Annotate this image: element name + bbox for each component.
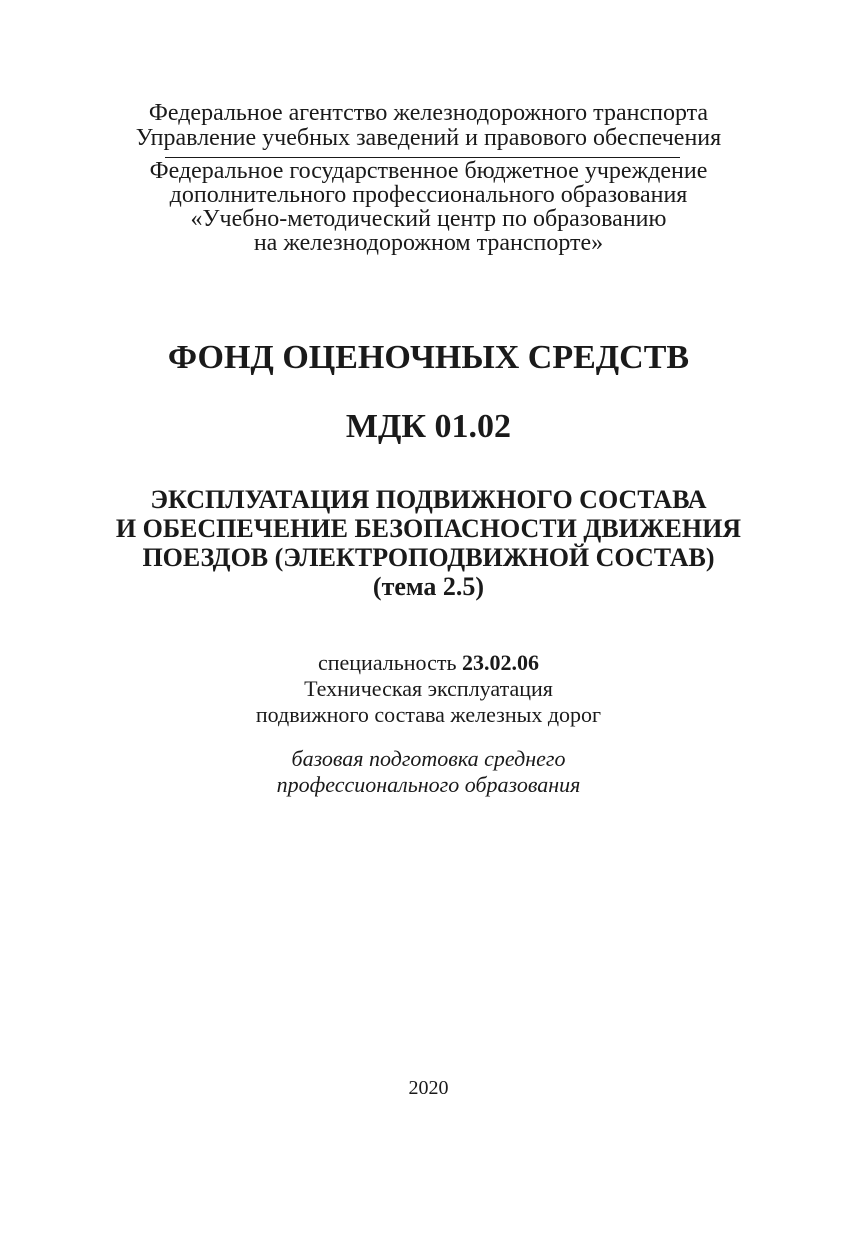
specialty-line bbox=[0, 650, 857, 676]
document-title: ФОНД ОЦЕНОЧНЫХ СРЕДСТВ bbox=[167, 339, 690, 376]
specialty-name-line: подвижного состава железных дорог bbox=[255, 702, 602, 727]
education-level-block bbox=[0, 746, 857, 798]
education-level-line: профессионального образования bbox=[276, 772, 581, 797]
institution-line: дополнительного профессионального образования bbox=[169, 182, 688, 208]
subject-block bbox=[0, 485, 857, 601]
course-code: МДК 01.02 bbox=[345, 408, 512, 445]
topic-line: (тема 2.5) bbox=[372, 572, 485, 601]
institution-line: на железнодорожном транспорте» bbox=[253, 230, 604, 256]
agency-line: Управление учебных заведений и правового обеспечения bbox=[135, 125, 722, 151]
subject-line: И ОБЕСПЕЧЕНИЕ БЕЗОПАСНОСТИ ДВИЖЕНИЯ bbox=[115, 514, 742, 543]
specialty-block bbox=[0, 650, 857, 728]
institution-line: «Учебно-методический центр по образованию bbox=[190, 206, 667, 232]
institution-block bbox=[0, 159, 857, 255]
specialty-prefix: специальность bbox=[317, 650, 463, 675]
education-level-line: базовая подготовка среднего bbox=[291, 746, 566, 771]
agency-block bbox=[0, 101, 857, 151]
agency-line: Федеральное агентство железнодорожного транспорта bbox=[148, 100, 709, 126]
specialty-name-line: Техническая эксплуатация bbox=[304, 676, 553, 701]
subject-line: ПОЕЗДОВ (ЭЛЕКТРОПОДВИЖНОЙ СОСТАВ) bbox=[142, 543, 715, 572]
institution-line: Федеральное государственное бюджетное учреждение bbox=[149, 158, 708, 184]
specialty-number: 23.02.06 bbox=[462, 650, 540, 675]
publication-year: 2020 bbox=[408, 1077, 449, 1099]
subject-line: ЭКСПЛУАТАЦИЯ ПОДВИЖНОГО СОСТАВА bbox=[150, 485, 707, 514]
